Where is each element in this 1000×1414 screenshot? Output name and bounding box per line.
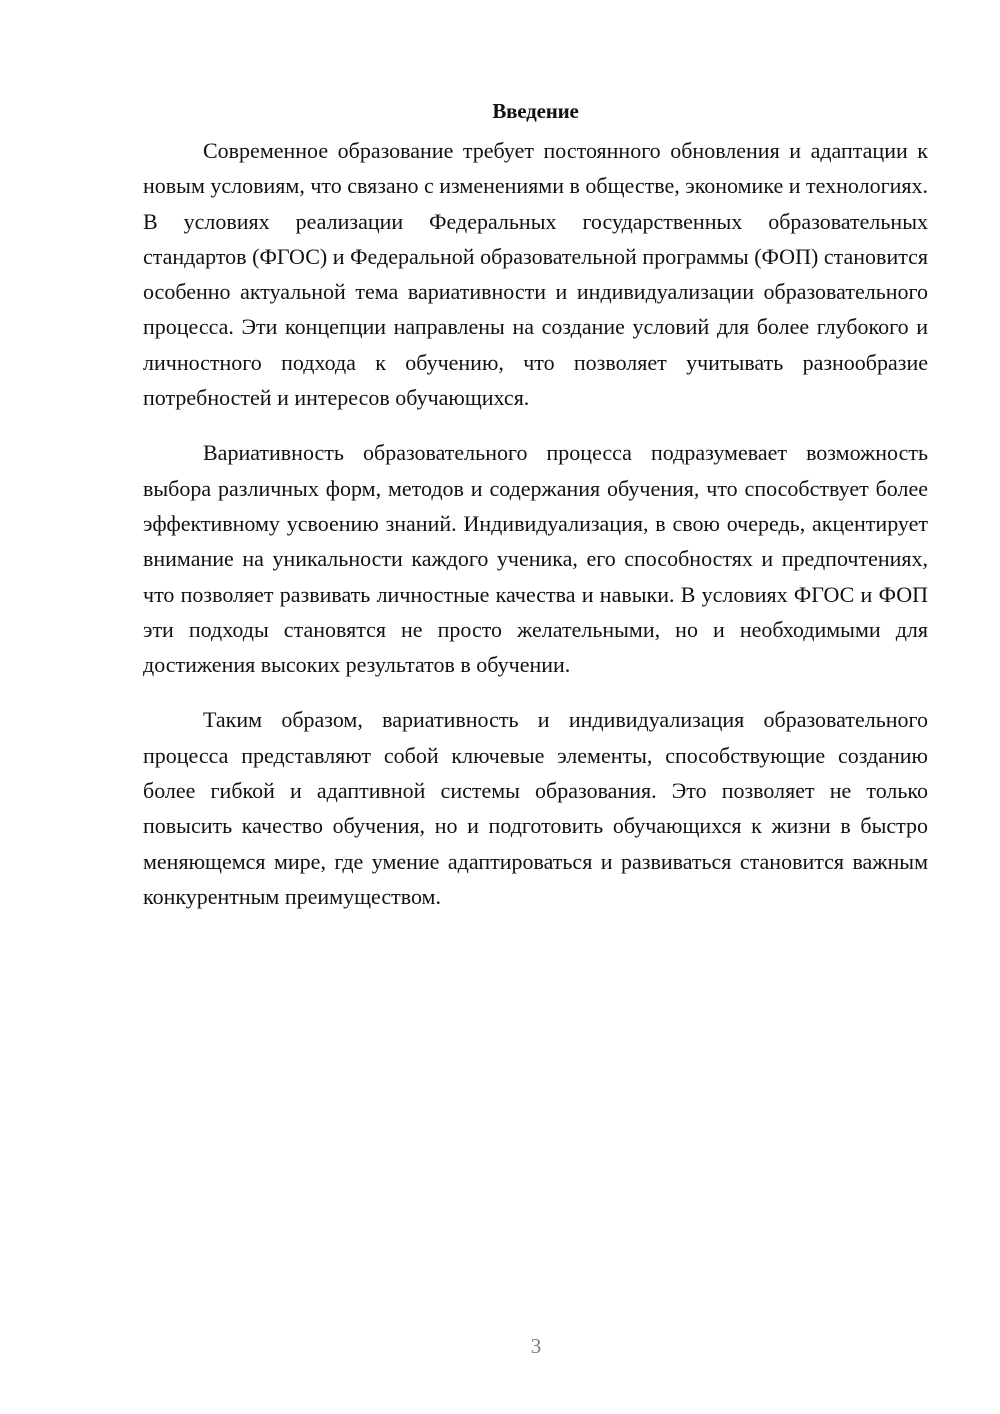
paragraph-1: Современное образование требует постоянного обновления и адаптации к новым условиям, что связано с изменениями в обществе, экономике и технологиях. В условиях реализации Федеральных государственных образовательных стандартов (ФГОС) и Федеральной образовательной программы (ФОП) становится особенно актуальной тема вариативности и индивидуализации образовательного процесса. Эти концепции направлены на создание условий для более глубокого и личностного подхода к обучению, что позволяет учитывать разнообразие потребностей и интересов обучающихся. — [143, 138, 928, 411]
paragraph-3: Таким образом, вариативность и индивидуализация образовательного процесса представляют собой ключевые элементы, способствующие созданию более гибкой и адаптивной системы образования. Это позволяет не только повысить качество обучения, но и подготовить обучающихся к жизни в быстро меняющемся мире, где умение адаптироваться и развиваться становится важным конкурентным преимуществом. — [143, 707, 928, 909]
section-heading: Введение — [492, 99, 579, 123]
paragraph-2: Вариативность образовательного процесса подразумевает возможность выбора различных форм, методов и содержания обучения, что способствует более эффективному усвоению знаний. Индивидуализация, в свою очередь, акцентирует внимание на уникальности каждого ученика, его способностях и предпочтениях, что позволяет развивать личностные качества и навыки. В условиях ФГОС и ФОП эти подходы становятся не просто желательными, но и необходимыми для достижения высоких результатов в обучении. — [143, 440, 928, 678]
page-content — [143, 95, 928, 934]
page-number: 3 — [530, 1334, 542, 1358]
